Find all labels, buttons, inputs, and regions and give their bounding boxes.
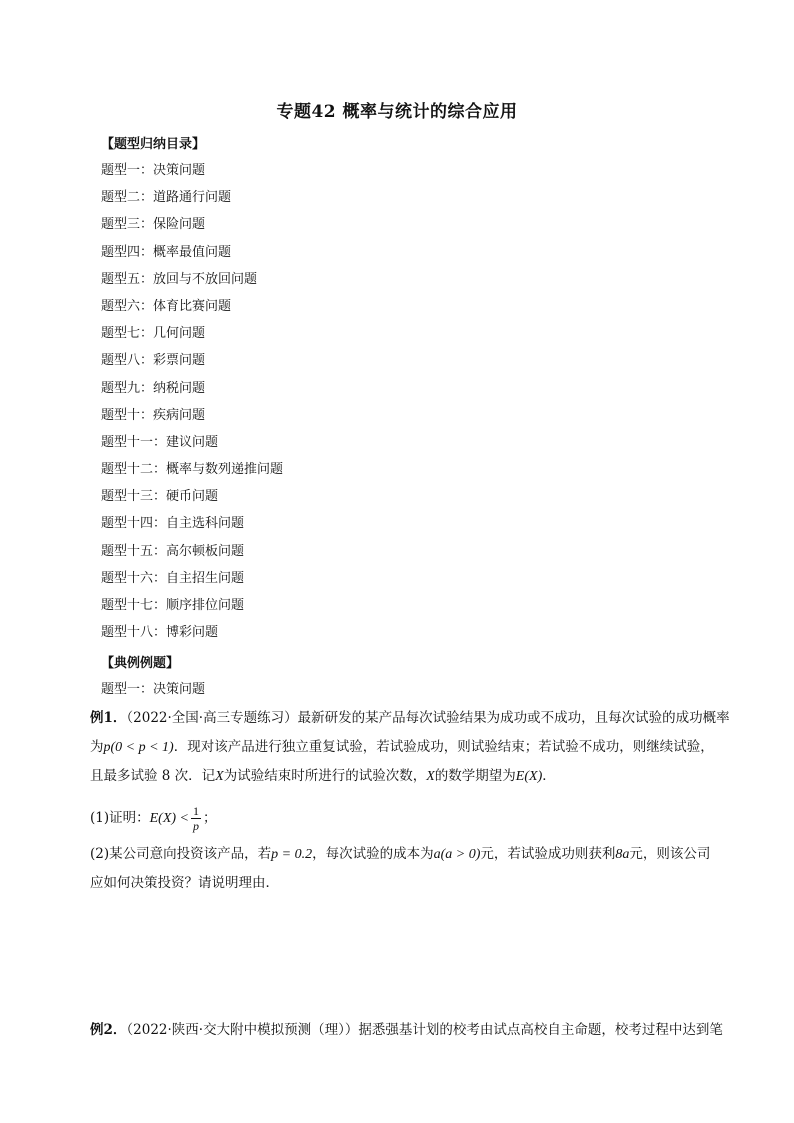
toc-item: 题型五：放回与不放回问题 — [101, 271, 258, 287]
math-p-range: p(0 < p < 1) — [103, 740, 174, 755]
toc-item: 题型四：概率最值问题 — [101, 244, 232, 260]
toc-item: 题型二：道路通行问题 — [101, 190, 232, 206]
fraction-one-over-p — [191, 804, 201, 833]
math-expectation: E(X) — [515, 769, 543, 784]
toc-item: 题型七：几何问题 — [101, 326, 206, 342]
math-profit: 8a — [615, 847, 630, 862]
math-x: X — [215, 769, 224, 784]
example-1-label: 例1． — [90, 710, 127, 726]
example-1-question-1 — [90, 800, 722, 837]
example-1-line-3 — [90, 762, 722, 791]
example-1-text: 最新研发的某产品每次试验结果为成功或不成功，且每次试验的成功概率 — [297, 710, 730, 726]
toc-item: 题型六：体育比赛问题 — [101, 298, 232, 314]
text: ．现对该产品进行独立重复试验，若试验成功，则试验结束；若试验不成功，则继续试验， — [173, 739, 714, 755]
toc-item: 题型九：纳税问题 — [101, 380, 206, 396]
math-x: X — [426, 769, 435, 784]
text: ，每次试验的成本为 — [312, 846, 434, 862]
text: (2)某公司意向投资该产品，若 — [90, 846, 272, 862]
example-1-line-2 — [90, 733, 722, 762]
toc-item: 题型十八：博彩问题 — [101, 625, 219, 641]
text: 为 — [90, 739, 104, 755]
examples-heading: 【典例例题】 — [101, 656, 180, 671]
fraction-denominator: p — [193, 819, 199, 833]
page-title: 专题42 概率与统计的综合应用 — [276, 102, 518, 122]
text: 且最多试验 8 次．记 — [90, 768, 216, 784]
text: ； — [203, 810, 217, 826]
text: 元，则该公司 — [629, 846, 711, 862]
toc-item: 题型十六：自主招生问题 — [101, 570, 245, 586]
toc-item: 题型十五：高尔顿板问题 — [101, 543, 245, 559]
toc-item: 题型十：疾病问题 — [101, 407, 206, 423]
toc-item: 题型三：保险问题 — [101, 217, 206, 233]
example-2-label: 例2． — [90, 1022, 127, 1038]
example-type-label: 题型一：决策问题 — [101, 682, 206, 697]
toc-item: 题型十一：建议问题 — [101, 434, 219, 450]
example-1-question-2-line-2: 应如何决策投资？请说明理由． — [90, 875, 279, 891]
toc-list — [101, 157, 283, 646]
math-cost: a(a > 0) — [433, 847, 481, 862]
toc-item: 题型一：决策问题 — [101, 163, 206, 178]
fraction-numerator: 1 — [193, 804, 199, 818]
example-1-question-2-line-1 — [90, 840, 722, 869]
example-2-line-1 — [90, 1016, 722, 1045]
toc-item: 题型十三：硬币问题 — [101, 489, 219, 505]
text: 为试验结束时所进行的试验次数， — [223, 768, 427, 784]
example-2-text: （2022·陕西·交大附中模拟预测（理））据悉强基计划的校考由试点高校自主命题，校考过程中达到笔 — [126, 1022, 723, 1038]
toc-item: 题型十四：自主选科问题 — [101, 516, 245, 532]
text: 的数学期望为 — [434, 768, 516, 784]
example-1-line-1 — [90, 704, 730, 733]
math-p-value: p = 0.2 — [271, 847, 313, 862]
toc-item: 题型十七：顺序排位问题 — [101, 598, 245, 613]
toc-heading: 【题型归纳目录】 — [101, 137, 206, 152]
question-1-label: (1)证明： — [90, 810, 150, 826]
text: ． — [542, 768, 556, 784]
toc-item: 题型八：彩票问题 — [101, 353, 206, 369]
example-1-source: （2022·全国·高三专题练习） — [126, 710, 298, 726]
toc-item: 题型十二：概率与数列递推问题 — [101, 462, 284, 478]
text: 元，若试验成功则获利 — [480, 846, 616, 862]
math-inequality-lhs: E(X) < — [149, 811, 189, 826]
